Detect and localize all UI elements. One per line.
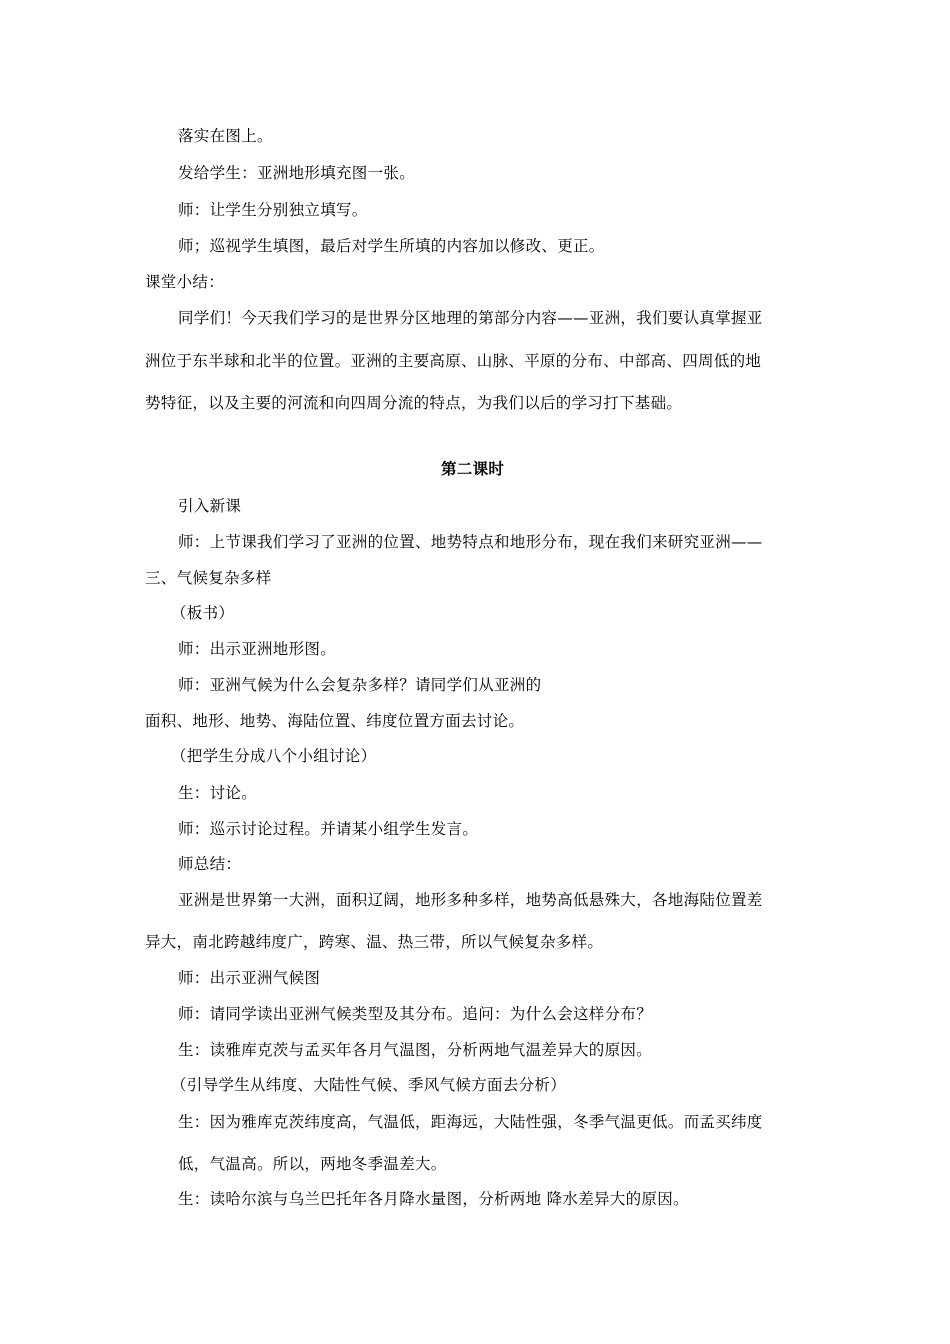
paragraph-line: 低，气温高。所以，两地冬季温差大。 <box>178 1155 447 1173</box>
paragraph-line: 课堂小结： <box>145 273 225 291</box>
section-heading: 第二课时 <box>441 460 505 478</box>
paragraph-line: 洲位于东半球和北半的位置。亚洲的主要高原、山脉、平原的分布、中部高、四周低的地 <box>145 352 762 370</box>
paragraph-line: 师：巡示讨论过程。并请某小组学生发言。 <box>178 820 479 838</box>
paragraph-line: 师总结： <box>178 855 242 873</box>
paragraph-line: 同学们！今天我们学习的是世界分区地理的第部分内容——亚洲，我们要认真掌握亚 <box>178 309 763 327</box>
paragraph-line: 生：因为雅库克茨纬度高，气温低，距海远，大陆性强，冬季气温更低。而孟买纬度 <box>178 1113 763 1131</box>
paragraph-line: （把学生分成八个小组讨论） <box>171 747 377 765</box>
paragraph-line: 师：上节课我们学习了亚洲的位置、地势特点和地形分布，现在我们来研究亚洲—— <box>178 533 763 551</box>
paragraph-line: 势特征，以及主要的河流和向四周分流的特点，为我们以后的学习打下基础。 <box>145 394 683 412</box>
paragraph-line: 师：请同学读出亚洲气候类型及其分布。追问：为什么会这样分布？ <box>178 1005 653 1023</box>
paragraph-line: 异大，南北跨越纬度广，跨寒、温、热三带，所以气候复杂多样。 <box>145 933 604 951</box>
paragraph-line: 师；巡视学生填图，最后对学生所填的内容加以修改、更正。 <box>178 237 605 255</box>
paragraph-line: 师：让学生分别独立填写。 <box>178 201 368 219</box>
paragraph-line: 师：亚洲气候为什么会复杂多样？请同学们从亚洲的 <box>178 676 542 694</box>
paragraph-line: （引导学生从纬度、大陆性气候、季风气候方面去分析） <box>171 1076 567 1094</box>
paragraph-line: 落实在图上。 <box>178 127 273 145</box>
paragraph-line: 生：读雅库克茨与孟买年各月气温图，分析两地气温差异大的原因。 <box>178 1041 653 1059</box>
paragraph-line: 面积、地形、地势、海陆位置、纬度位置方面去讨论。 <box>145 712 525 730</box>
paragraph-line: 三、气候复杂多样 <box>145 569 272 587</box>
paragraph-line: 师：出示亚洲气候图 <box>178 969 321 987</box>
paragraph-line: 发给学生：亚洲地形填充图一张。 <box>178 164 416 182</box>
paragraph-line: （板书） <box>171 604 235 622</box>
paragraph-line: 引入新课 <box>178 497 242 515</box>
paragraph-line: 师：出示亚洲地形图。 <box>178 640 337 658</box>
paragraph-line: 生：读哈尔滨与乌兰巴托年各月降水量图，分析两地 降水差异大的原因。 <box>178 1190 689 1208</box>
paragraph-line: 亚洲是世界第一大洲，面积辽阔，地形多种多样，地势高低悬殊大，各地海陆位置差 <box>178 891 763 909</box>
paragraph-line: 生：讨论。 <box>178 784 258 802</box>
